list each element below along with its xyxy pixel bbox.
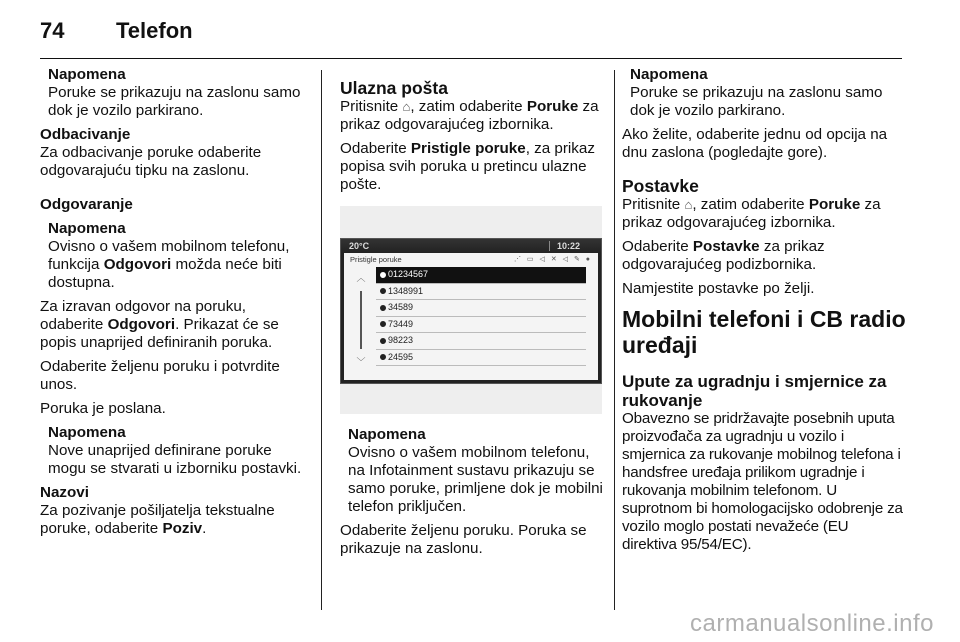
paragraph: Odaberite Pristigle poruke, za prikaz popisa svih poruka u pretincu ulazne pošte. xyxy=(340,140,595,193)
subheading-odbacivanje: Odbacivanje xyxy=(40,126,131,143)
person-icon xyxy=(380,354,386,360)
note-box xyxy=(48,220,312,292)
home-icon: ⌂ xyxy=(684,197,693,212)
note-title: Napomena xyxy=(48,424,126,441)
page-header xyxy=(40,18,193,44)
scroll-track xyxy=(360,291,362,349)
section-heading: Ulazna pošta xyxy=(340,78,448,98)
infotainment-screen xyxy=(340,238,602,384)
chapter-heading: Mobilni telefoni i CB radio uređaji xyxy=(622,306,906,358)
column-divider xyxy=(614,70,615,610)
scroll-up-icon[interactable]: ︿ xyxy=(356,273,366,283)
subheading-nazovi: Nazovi xyxy=(40,484,89,501)
section-heading: Upute za ugradnju i smjernice za rukovanje xyxy=(622,372,887,410)
paragraph: Pritisnite ⌂, zatim odaberite Poruke za prikaz odgovarajućeg izbornika. xyxy=(622,196,881,231)
person-icon xyxy=(380,321,386,327)
page-title: Telefon xyxy=(116,18,193,43)
column-right xyxy=(622,66,906,560)
paragraph: Namjestite postavke po želji. xyxy=(622,280,815,297)
note-box xyxy=(48,66,312,120)
note-text: Ovisno o vašem mobilnom telefonu, na Infotainment sustavu prikazuju se samo poruke, primljene dok je mobilni telefon priključen. xyxy=(348,444,603,515)
column-middle xyxy=(340,66,606,564)
status-divider xyxy=(549,241,550,251)
paragraph: Pritisnite ⌂, zatim odaberite Poruke za prikaz odgovarajućeg izbornika. xyxy=(340,98,599,133)
list-item[interactable]: 01234567 xyxy=(376,267,586,284)
list-item[interactable]: 73449 xyxy=(376,317,586,334)
list-item[interactable]: 1348991 xyxy=(376,284,586,301)
scroll-down-icon[interactable]: ﹀ xyxy=(356,357,366,367)
subheading-odgovaranje: Odgovaranje xyxy=(40,196,133,213)
note-box xyxy=(630,66,906,120)
column-left xyxy=(40,66,312,544)
status-bar xyxy=(341,239,601,253)
temperature: 20°C xyxy=(349,241,370,251)
screenshot-figure xyxy=(340,206,602,414)
paragraph: Odaberite Postavke za prikaz odgovarajućeg podizbornika. xyxy=(622,238,825,273)
note-title: Napomena xyxy=(348,426,426,443)
person-icon xyxy=(380,305,386,311)
paragraph: Za odbacivanje poruke odaberite odgovarajuću tipku na zaslonu. xyxy=(40,144,262,179)
note-text: Ovisno o vašem mobilnom telefonu, funkcija Odgovori možda neće biti dostupna. xyxy=(48,238,290,291)
home-icon: ⌂ xyxy=(402,99,411,114)
message-list xyxy=(376,267,586,366)
section-heading: Postavke xyxy=(622,176,699,196)
note-text: Poruke se prikazuju na zaslonu samo dok je vozilo parkirano. xyxy=(48,84,301,119)
paragraph: Obavezno se pridržavajte posebnih uputa proizvođača za ugradnju u vozilo i smjernica za rukovanje mobilnog telefona i handsfree uređaja prilikom ugradnje i rukovanja mobilnim telefonom. U suprotnom bi homologacijsko odobrenje za vozilo moglo postati nevažeće (EU direktiva 95/54/EC). xyxy=(622,410,903,553)
paragraph: Poruka je poslana. xyxy=(40,400,166,417)
note-title: Napomena xyxy=(630,66,708,83)
list-item[interactable]: 98223 xyxy=(376,333,586,350)
note-text: Poruke se prikazuju na zaslonu samo dok je vozilo parkirano. xyxy=(630,84,883,119)
header-rule xyxy=(40,58,902,59)
note-title: Napomena xyxy=(48,220,126,237)
note-title: Napomena xyxy=(48,66,126,83)
person-icon xyxy=(380,288,386,294)
list-item[interactable]: 24595 xyxy=(376,350,586,367)
column-divider xyxy=(321,70,322,610)
page-number: 74 xyxy=(40,18,65,43)
clock: 10:22 xyxy=(557,241,581,251)
person-icon xyxy=(380,272,386,278)
list-item[interactable]: 34589 xyxy=(376,300,586,317)
paragraph: Odaberite željenu poruku i potvrdite unos. xyxy=(40,358,280,393)
paragraph: Odaberite željenu poruku. Poruka se prikazuje na zaslonu. xyxy=(340,522,587,557)
screen-body xyxy=(344,253,598,380)
status-icons: ⋰ ▭ ◁ ✕ ◁ ✎ ● xyxy=(513,256,592,263)
person-icon xyxy=(380,338,386,344)
screen-title: Pristigle poruke ⋰ ▭ ◁ ✕ ◁ ✎ ● xyxy=(350,255,592,264)
paragraph: Za izravan odgovor na poruku, odaberite Odgovori. Prikazat će se popis unaprijed definiranih poruka. xyxy=(40,298,279,351)
note-text: Nove unaprijed definirane poruke mogu se stvarati u izborniku postavki. xyxy=(48,442,302,477)
note-box xyxy=(348,426,606,516)
scrollbar[interactable] xyxy=(354,269,368,365)
paragraph: Za pozivanje pošiljatelja tekstualne poruke, odaberite Poziv. xyxy=(40,502,275,537)
note-box xyxy=(48,424,312,478)
paragraph: Ako želite, odaberite jednu od opcija na dnu zaslona (pogledajte gore). xyxy=(622,126,888,161)
watermark: carmanualsonline.info xyxy=(690,610,934,637)
